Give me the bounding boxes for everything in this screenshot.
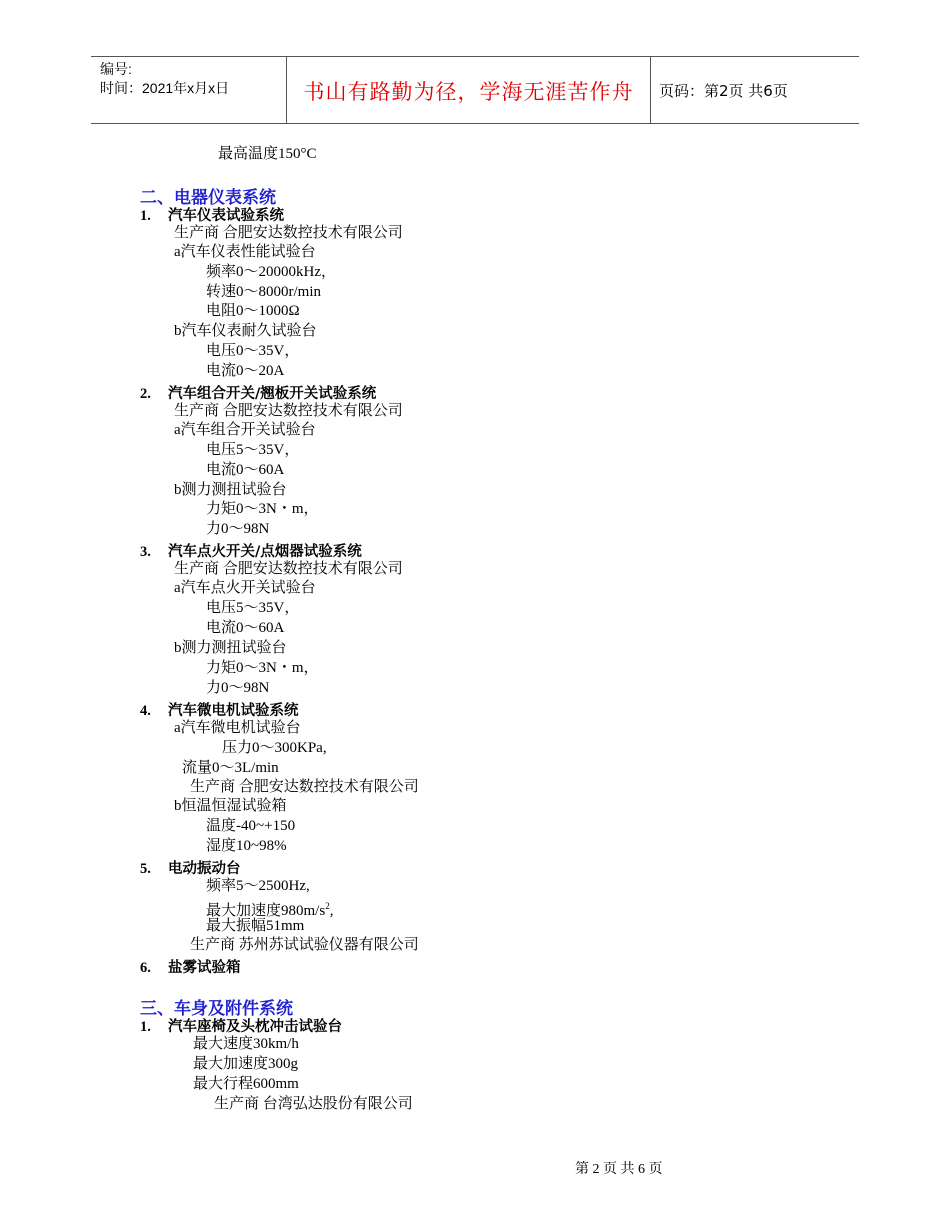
text-line: 生产商 合肥安达数控技术有限公司 <box>174 403 403 419</box>
time-label: 时间：2021年x月x日 <box>100 80 230 96</box>
item-number: 3. <box>140 544 151 560</box>
text-line: a汽车点火开关试验台 <box>174 580 316 596</box>
text-line: 压力0～300KPa, <box>222 740 327 756</box>
item-heading <box>140 382 376 403</box>
text-line: 生产商 台湾弘达股份有限公司 <box>214 1096 413 1112</box>
text-line: 电压0～35V， <box>206 343 300 359</box>
item-title: 电动振动台 <box>168 861 241 877</box>
text-line: 力矩0～3N・m， <box>206 660 319 676</box>
item-title: 盐雾试验箱 <box>168 960 241 976</box>
header-motto-cell <box>286 57 651 123</box>
text-line: b测力测扭试验台 <box>174 482 287 498</box>
text-line: 力0～98N <box>206 680 270 696</box>
text-line: 电压5～35V， <box>206 600 300 616</box>
text-line: 温度-40~+150 <box>206 818 296 834</box>
item-heading <box>140 540 362 561</box>
text-line: 电流0～20A <box>206 363 285 379</box>
page-info: 页码：第2页 共6页 <box>659 82 788 100</box>
superscript: 2 <box>325 901 330 911</box>
text-line: b恒温恒湿试验箱 <box>174 798 287 814</box>
item-title: 汽车微电机试验系统 <box>168 703 299 719</box>
page-header <box>91 56 859 124</box>
item-heading <box>140 857 241 878</box>
text-line: 力0～98N <box>206 521 270 537</box>
text-line: 电流0～60A <box>206 620 285 636</box>
item-title: 汽车仪表试验系统 <box>168 208 284 224</box>
text-line: 生产商 合肥安达数控技术有限公司 <box>174 561 403 577</box>
text-line: 湿度10~98% <box>206 838 287 854</box>
text-line: 最大速度30km/h <box>193 1036 299 1052</box>
item-number: 1. <box>140 208 151 224</box>
text-line: 力矩0～3N・m， <box>206 501 319 517</box>
text-line: b测力测扭试验台 <box>174 640 287 656</box>
text-line: 频率0～20000kHz， <box>206 264 336 280</box>
item-heading <box>140 204 284 225</box>
text-fragment: , <box>329 903 334 919</box>
item-number: 6. <box>140 960 151 976</box>
item-number: 4. <box>140 703 151 719</box>
text-fragment: 最大加速度980m/s <box>206 903 326 919</box>
text-line: 生产商 合肥安达数控技术有限公司 <box>190 779 419 795</box>
text-line: 电流0～60A <box>206 462 285 478</box>
text-line: 最大行程600mm <box>193 1076 299 1092</box>
text-line: 流量0～3L/min <box>182 760 279 776</box>
text-line: 生产商 苏州苏试试验仪器有限公司 <box>190 937 419 953</box>
text-line: 最大加速度300g <box>193 1056 299 1072</box>
item-title: 汽车座椅及头枕冲击试验台 <box>168 1019 342 1035</box>
text-line: a汽车组合开关试验台 <box>174 422 316 438</box>
item-heading <box>140 956 241 977</box>
item-heading <box>140 699 299 720</box>
motto: 书山有路勤为径，学海无涯苦作舟 <box>303 80 634 104</box>
number-label: 编号: <box>100 61 132 77</box>
page-footer: 第 2 页 共 6 页 <box>575 1162 663 1177</box>
text-line: a汽车仪表性能试验台 <box>174 244 316 260</box>
header-left-cell <box>91 57 286 123</box>
item-number: 1. <box>140 1019 151 1035</box>
text-line: a汽车微电机试验台 <box>174 720 301 736</box>
text-line: 电压5～35V， <box>206 442 300 458</box>
item-number: 2. <box>140 386 151 402</box>
item-heading <box>140 1015 342 1036</box>
section-heading: 三、车身及附件系统 <box>140 999 293 1019</box>
item-title: 汽车点火开关/点烟器试验系统 <box>168 544 362 560</box>
text-line: 生产商 合肥安达数控技术有限公司 <box>174 225 403 241</box>
text-line: 转速0～8000r/min <box>206 284 321 300</box>
text-line: 电阻0～1000Ω <box>206 303 300 319</box>
section-heading: 二、电器仪表系统 <box>140 188 276 208</box>
text-line: 最大振幅51mm <box>206 918 305 934</box>
text-line: 频率5～2500Hz, <box>206 878 310 894</box>
text-line: 最高温度150°C <box>218 146 317 162</box>
text-line: b汽车仪表耐久试验台 <box>174 323 317 339</box>
item-number: 5. <box>140 861 151 877</box>
item-title: 汽车组合开关/翘板开关试验系统 <box>168 386 377 402</box>
header-page-cell <box>650 57 859 123</box>
